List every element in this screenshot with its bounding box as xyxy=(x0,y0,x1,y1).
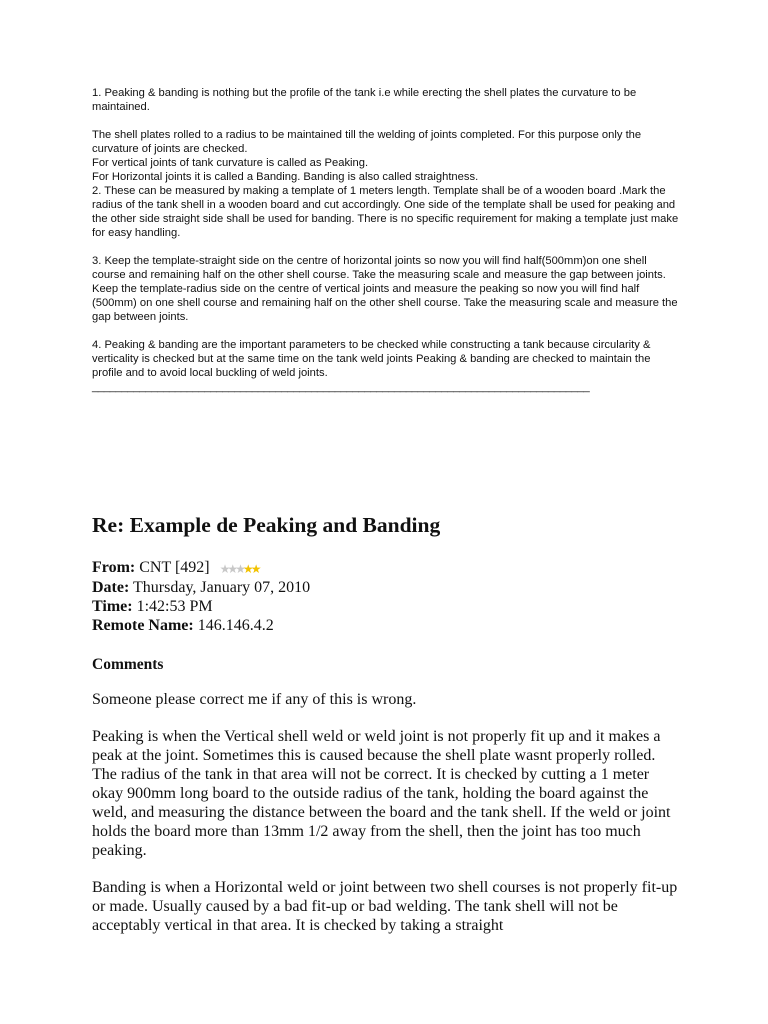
paragraph-3b: Keep the template-radius side on the centre of vertical joints and measure the peaking so now you will find half (500mm) on one shell course and remaining half on the other shell course. Take the measuring scale and measure the gap between joints. xyxy=(92,283,678,323)
from-row xyxy=(92,558,682,578)
post-title: Re: Example de Peaking and Banding xyxy=(92,513,441,537)
rating-stars xyxy=(219,559,262,578)
paragraph-2b: For vertical joints of tank curvature is called as Peaking. xyxy=(92,157,369,169)
remote-name-row xyxy=(92,616,682,635)
paragraph-2d: 2. These can be measured by making a template of 1 meters length. Template shall be of a wooden board .Mark the radius of the tank shell in a wooden board and cut accordingly. One side of the template shall be used for peaking and the other side straight side shall be used for banding. There is no specific requirement for making a template just make for easy handling. xyxy=(92,185,679,239)
star-empty-icon: ★ xyxy=(227,562,239,576)
remote-name-label: Remote Name: xyxy=(92,617,194,634)
date-row xyxy=(92,578,682,597)
comment-paragraph-1: Someone please correct me if any of this is wrong. xyxy=(92,691,417,708)
from-value: CNT [492] xyxy=(139,559,210,576)
paragraph-1: 1. Peaking & banding is nothing but the profile of the tank i.e while erecting the shell plates the curvature to be maintained. xyxy=(92,87,637,113)
post-meta xyxy=(92,558,682,635)
star-empty-icon: ★ xyxy=(219,562,231,576)
star-empty-icon: ★ xyxy=(235,562,246,576)
comment-paragraph-3: Banding is when a Horizontal weld or joint between two shell courses is not properly fit-up or made. Usually caused by a bad fit-up or bad welding. The tank shell will not be acceptably vertical in that area. It is checked by taking a straight xyxy=(92,879,678,934)
paragraph-2a: The shell plates rolled to a radius to be maintained till the welding of joints completed. For this purpose only the curvature of joints are checked. xyxy=(92,129,642,155)
comment-paragraph-2: Peaking is when the Vertical shell weld or weld joint is not properly fit up and it makes a peak at the joint. Sometimes this is caused because the shell plate wasnt properly rolled. The radius of the tank in that area will not be correct. It is checked by cutting a 1 meter okay 900mm long board to the outside radius of the tank, holding the board against the weld, and measuring the distance between the board and the tank shell. If the weld or joint holds the board more than 13mm 1/2 away from the shell, then the joint has too much peaking. xyxy=(92,728,671,859)
forum-post xyxy=(92,510,682,953)
from-label: From: xyxy=(92,559,136,576)
paragraph-3a: 3. Keep the template-straight side on the centre of horizontal joints so now you will find half(500mm)on one shell course and remaining half on the other shell course. Take the measuring scale and measure the gap between joints. xyxy=(92,255,666,281)
star-filled-icon: ★ xyxy=(242,562,254,576)
time-value: 1:42:53 PM xyxy=(136,598,213,615)
paragraph-2c: For Horizontal joints it is called a Banding. Banding is also called straightness. xyxy=(92,171,479,183)
time-label: Time: xyxy=(92,598,133,615)
peaking-banding-explanation xyxy=(92,86,682,394)
paragraph-4: 4. Peaking & banding are the important parameters to be checked while constructing a tank because circularity & verticality is checked but at the same time on the tank weld joints Peaking & banding are checked to maintain the profile and to avoid local buckling of weld joints. xyxy=(92,339,651,379)
remote-name-value: 146.146.4.2 xyxy=(197,617,274,634)
star-filled-icon: ★ xyxy=(250,562,262,576)
date-value: Thursday, January 07, 2010 xyxy=(133,579,311,596)
date-label: Date: xyxy=(92,579,130,596)
comments-heading: Comments xyxy=(92,656,164,673)
separator-line: ____________________________________________________________________________________ xyxy=(92,381,590,393)
time-row xyxy=(92,597,682,616)
